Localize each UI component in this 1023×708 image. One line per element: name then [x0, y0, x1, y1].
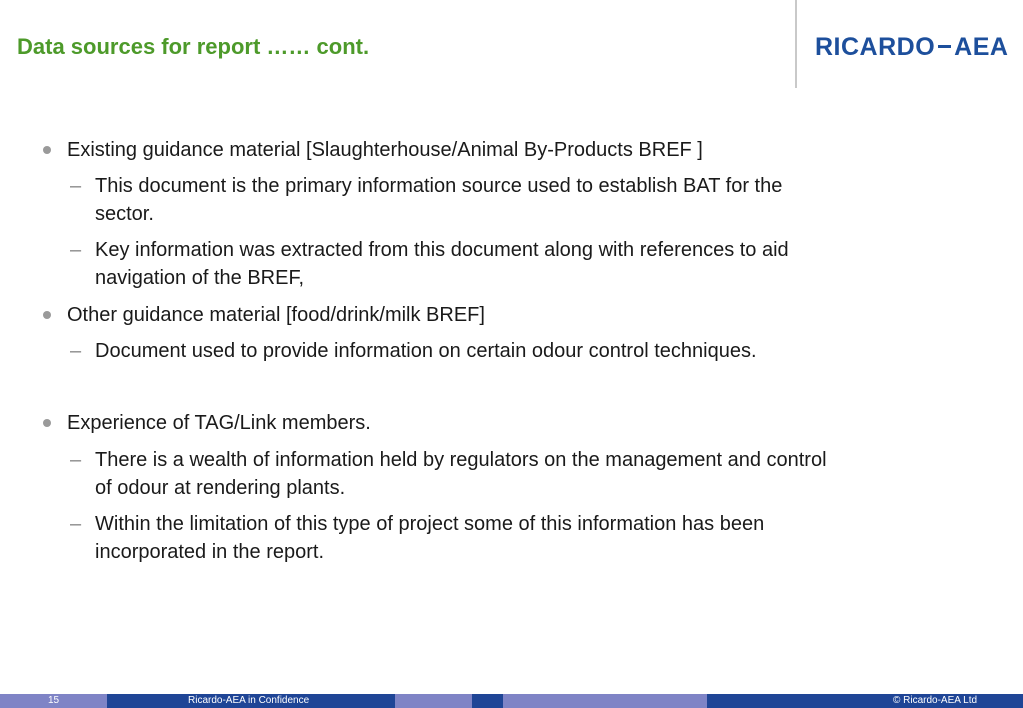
logo-text-aea: AEA — [954, 33, 1009, 61]
bullet-dot — [43, 311, 51, 319]
footer-bar — [0, 694, 1023, 708]
sub-bullet-dash: – — [70, 239, 82, 261]
bullet-dot — [43, 419, 51, 427]
bullet-3-sub-2-line-1: Within the limitation of this type of project some of this information has been — [95, 513, 765, 535]
footer-segment — [472, 694, 503, 708]
copyright-label: © Ricardo-AEA Ltd — [893, 695, 978, 706]
bullet-1-sub-2-line-2: navigation of the BREF, — [95, 267, 305, 289]
sub-bullet-dash: – — [70, 340, 82, 362]
footer-segment — [395, 694, 472, 708]
bullet-2-text: Other guidance material [food/drink/milk BREF] — [67, 304, 485, 326]
sub-bullet-dash: – — [70, 513, 82, 535]
logo-text-ricardo: RICARDO — [815, 33, 936, 61]
sub-bullet-dash: – — [70, 449, 82, 471]
page-number: 15 — [48, 695, 60, 706]
bullet-dot — [43, 146, 51, 154]
footer-segment — [503, 694, 707, 708]
bullet-1-sub-1-line-1: This document is the primary information source used to establish BAT for the — [95, 175, 783, 197]
logo-dash — [938, 45, 951, 48]
bullet-3-sub-1-line-2: of odour at rendering plants. — [95, 477, 346, 499]
sub-bullet-dash: – — [70, 175, 82, 197]
slide-title: Data sources for report …… cont. — [17, 34, 370, 59]
confidentiality-label: Ricardo-AEA in Confidence — [188, 695, 310, 706]
bullet-1-text: Existing guidance material [Slaughterhouse/Animal By-Products BREF ] — [67, 139, 703, 161]
bullet-3-sub-2-line-2: incorporated in the report. — [95, 541, 325, 563]
bullet-1-sub-1-line-2: sector. — [95, 203, 154, 225]
bullet-3-sub-1-line-1: There is a wealth of information held by regulators on the management and control — [95, 449, 827, 471]
bullet-2-sub-1-line-1: Document used to provide information on certain odour control techniques. — [95, 340, 757, 362]
bullet-3-text: Experience of TAG/Link members. — [67, 412, 371, 434]
bullet-1-sub-2-line-1: Key information was extracted from this document along with references to aid — [95, 239, 789, 261]
header-divider — [795, 0, 797, 88]
ricardo-aea-logo — [815, 33, 1008, 62]
